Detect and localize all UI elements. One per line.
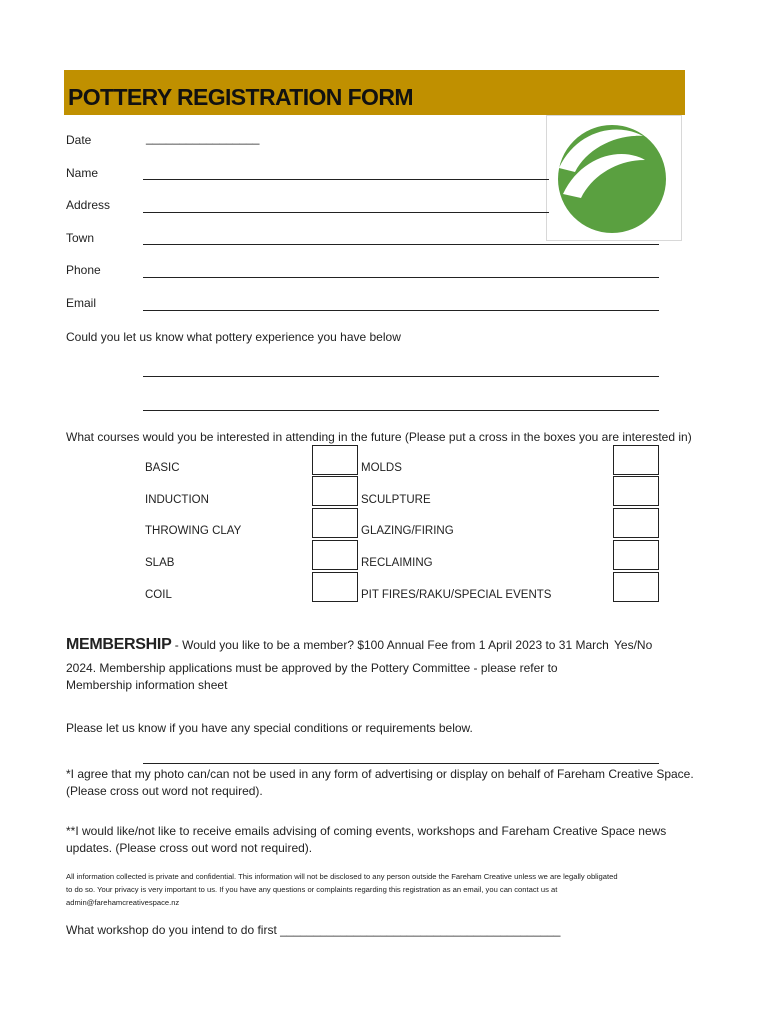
name-field[interactable] — [143, 179, 549, 180]
course-slab-checkbox[interactable] — [312, 540, 358, 570]
date-label: Date — [66, 133, 92, 147]
address-label: Address — [66, 198, 111, 212]
logo-frame — [546, 115, 682, 241]
town-label: Town — [66, 231, 95, 245]
experience-line-2[interactable] — [143, 410, 659, 411]
course-pit-fires-checkbox[interactable] — [613, 572, 659, 602]
workshop-line — [66, 923, 560, 937]
phone-label: Phone — [66, 263, 101, 277]
privacy-line-2: to do so. Your privacy is very important to us. If you have any questions or complaints regarding this registration as an email, you can contact us at — [66, 885, 558, 894]
experience-line-1[interactable] — [143, 376, 659, 377]
course-pit-fires-label: PIT FIRES/RAKU/SPECIAL EVENTS — [361, 589, 552, 601]
membership-question: - Would you like to be a member? $100 Annual Fee from 1 April 2023 to 31 March — [171, 638, 609, 652]
course-glazing-firing-label: GLAZING/FIRING — [361, 525, 454, 537]
course-throwing-clay-label: THROWING CLAY — [145, 525, 242, 537]
course-glazing-firing-checkbox[interactable] — [613, 508, 659, 538]
fareham-logo-icon — [547, 116, 681, 240]
form-title: POTTERY REGISTRATION FORM — [68, 84, 413, 110]
course-slab-label: SLAB — [145, 557, 175, 569]
privacy-line-1: All information collected is private and confidential. This information will not be disclosed to any person outside the Fareham Creative unless we are legally obligated — [66, 872, 618, 881]
course-induction-checkbox[interactable] — [312, 476, 358, 506]
town-field[interactable] — [143, 244, 659, 245]
course-induction-label: INDUCTION — [145, 494, 209, 506]
course-basic-label: BASIC — [145, 462, 180, 474]
course-sculpture-checkbox[interactable] — [613, 476, 659, 506]
photo-consent-line-1: *I agree that my photo can/can not be used in any form of advertising or display on behalf of Fareham Creative Space. — [66, 767, 694, 781]
date-field[interactable]: _________________ — [146, 131, 260, 145]
workshop-prompt: What workshop do you intend to do first — [66, 923, 281, 937]
email-label: Email — [66, 296, 97, 310]
experience-prompt: Could you let us know what pottery experience you have below — [66, 330, 401, 344]
course-coil-checkbox[interactable] — [312, 572, 358, 602]
address-field[interactable] — [143, 212, 549, 213]
photo-consent-line-2: (Please cross out word not required). — [66, 784, 263, 798]
course-basic-checkbox[interactable] — [312, 445, 358, 475]
special-requirements-field[interactable] — [143, 763, 659, 764]
privacy-email: admin@farehamcreativespace.nz — [66, 898, 180, 907]
course-reclaiming-label: RECLAIMING — [361, 557, 433, 569]
membership-line-1 — [66, 636, 609, 654]
course-reclaiming-checkbox[interactable] — [613, 540, 659, 570]
membership-line-3: Membership information sheet — [66, 678, 228, 692]
workshop-field[interactable]: __________________________________________ — [280, 923, 561, 937]
email-field[interactable] — [143, 310, 659, 311]
email-consent-line-1: **I would like/not like to receive emails advising of coming events, workshops and Fareham Creative Space news — [66, 824, 667, 838]
courses-prompt: What courses would you be interested in attending in the future (Please put a cross in the boxes you are interested in) — [66, 430, 692, 444]
membership-line-2: 2024. Membership applications must be approved by the Pottery Committee - please refer to — [66, 661, 558, 675]
membership-yes-no[interactable]: Yes/No — [614, 638, 653, 652]
course-throwing-clay-checkbox[interactable] — [312, 508, 358, 538]
course-coil-label: COIL — [145, 589, 172, 601]
special-requirements-prompt: Please let us know if you have any special conditions or requirements below. — [66, 721, 473, 735]
membership-heading: MEMBERSHIP — [66, 636, 172, 653]
phone-field[interactable] — [143, 277, 659, 278]
name-label: Name — [66, 166, 99, 180]
email-consent-line-2: updates. (Please cross out word not required). — [66, 841, 313, 855]
course-molds-label: MOLDS — [361, 462, 402, 474]
course-molds-checkbox[interactable] — [613, 445, 659, 475]
course-sculpture-label: SCULPTURE — [361, 494, 431, 506]
